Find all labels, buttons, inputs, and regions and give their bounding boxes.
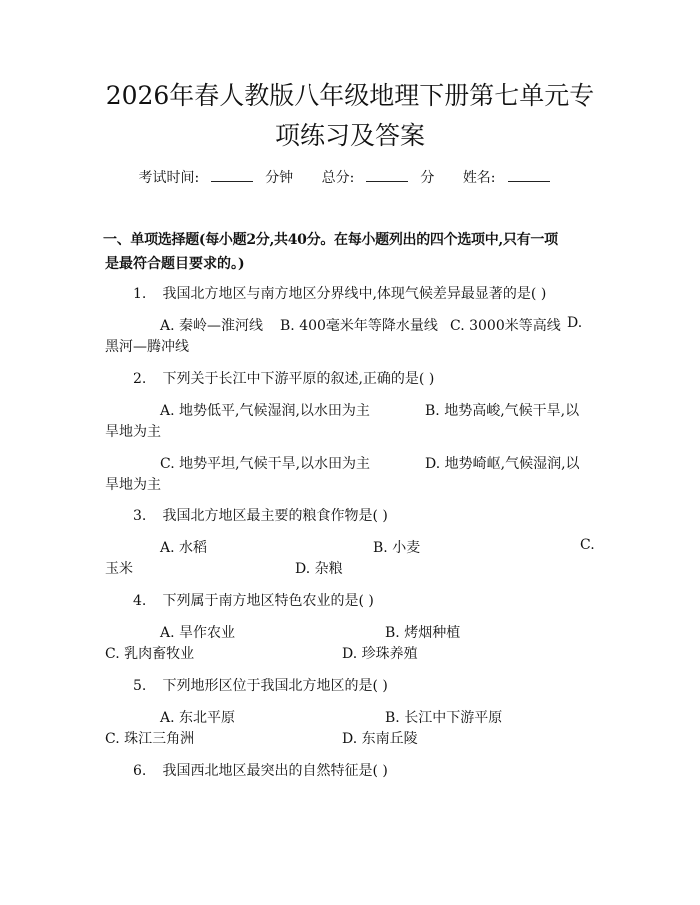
option-5b: B. 长江中下游平原 — [385, 710, 503, 726]
question-5 — [133, 675, 388, 695]
document-title — [60, 76, 640, 156]
question-number: 1. — [133, 286, 147, 302]
title-line-2: 项练习及答案 — [274, 121, 425, 150]
option-1d-text: 黑河—腾冲线 — [105, 339, 189, 355]
option-2b-cont: 旱地为主 — [105, 424, 161, 440]
question-number: 4. — [133, 593, 147, 609]
time-label: 考试时间: — [138, 170, 200, 186]
option-5a: A. 东北平原 — [160, 710, 236, 726]
question-4 — [133, 590, 374, 610]
option-1a: A. 秦岭—淮河线 — [160, 318, 264, 334]
question-6 — [133, 760, 388, 780]
option-2b: B. 地势高峻,气候干旱,以 — [425, 403, 580, 419]
option-4a: A. 旱作农业 — [160, 625, 236, 641]
name-label: 姓名: — [462, 170, 496, 186]
question-text: 我国西北地区最突出的自然特征是( ) — [162, 763, 388, 779]
time-unit: 分钟 — [265, 170, 294, 186]
title-line-1: 2026年春人教版八年级地理下册第七单元专 — [105, 81, 595, 110]
question-2 — [133, 368, 434, 388]
option-4c: C. 乳肉畜牧业 — [105, 646, 195, 662]
option-2a: A. 地势低平,气候湿润,以水田为主 — [160, 403, 370, 419]
option-3a: A. 水稻 — [160, 540, 208, 556]
name-field — [463, 167, 562, 187]
question-text: 下列属于南方地区特色农业的是( ) — [162, 593, 374, 609]
exam-meta — [0, 167, 700, 187]
question-number: 2. — [133, 371, 147, 387]
score-label: 总分: — [321, 170, 355, 186]
question-number: 3. — [133, 508, 147, 524]
option-1b: B. 400毫米年等降水量线 — [280, 318, 438, 334]
option-5d: D. 东南丘陵 — [342, 731, 418, 747]
question-number: 5. — [133, 678, 147, 694]
question-1 — [133, 283, 546, 303]
score-field — [322, 167, 435, 187]
time-field — [138, 167, 293, 187]
section-heading — [105, 228, 600, 276]
option-3c: C. — [580, 537, 595, 553]
option-5c: C. 珠江三角洲 — [105, 731, 195, 747]
option-1c: C. 3000米等高线 — [450, 318, 561, 334]
question-text: 我国北方地区与南方地区分界线中,体现气候差异最显著的是( ) — [162, 286, 547, 302]
option-2c: C. 地势平坦,气候干旱,以水田为主 — [160, 456, 371, 472]
option-3c-text: 玉米 — [105, 561, 133, 577]
score-blank — [366, 169, 408, 182]
time-blank — [211, 169, 253, 182]
option-3b: B. 小麦 — [373, 540, 421, 556]
score-unit: 分 — [420, 170, 435, 186]
option-2d-cont: 旱地为主 — [105, 477, 161, 493]
question-text: 我国北方地区最主要的粮食作物是( ) — [162, 508, 388, 524]
option-3d: D. 杂粮 — [295, 561, 343, 577]
question-number: 6. — [133, 763, 147, 779]
option-2d: D. 地势崎岖,气候湿润,以 — [425, 456, 580, 472]
name-blank — [508, 169, 550, 182]
section-heading-line-1: 一、单项选择题(每小题2分,共40分。在每小题列出的四个选项中,只有一项 — [103, 232, 558, 248]
option-4b: B. 烤烟种植 — [385, 625, 461, 641]
question-3 — [133, 505, 388, 525]
option-4d: D. 珍珠养殖 — [342, 646, 418, 662]
section-heading-line-2: 是最符合题目要求的。) — [105, 256, 245, 272]
question-text: 下列地形区位于我国北方地区的是( ) — [162, 678, 388, 694]
option-1d: D. — [567, 315, 583, 331]
question-text: 下列关于长江中下游平原的叙述,正确的是( ) — [162, 371, 435, 387]
